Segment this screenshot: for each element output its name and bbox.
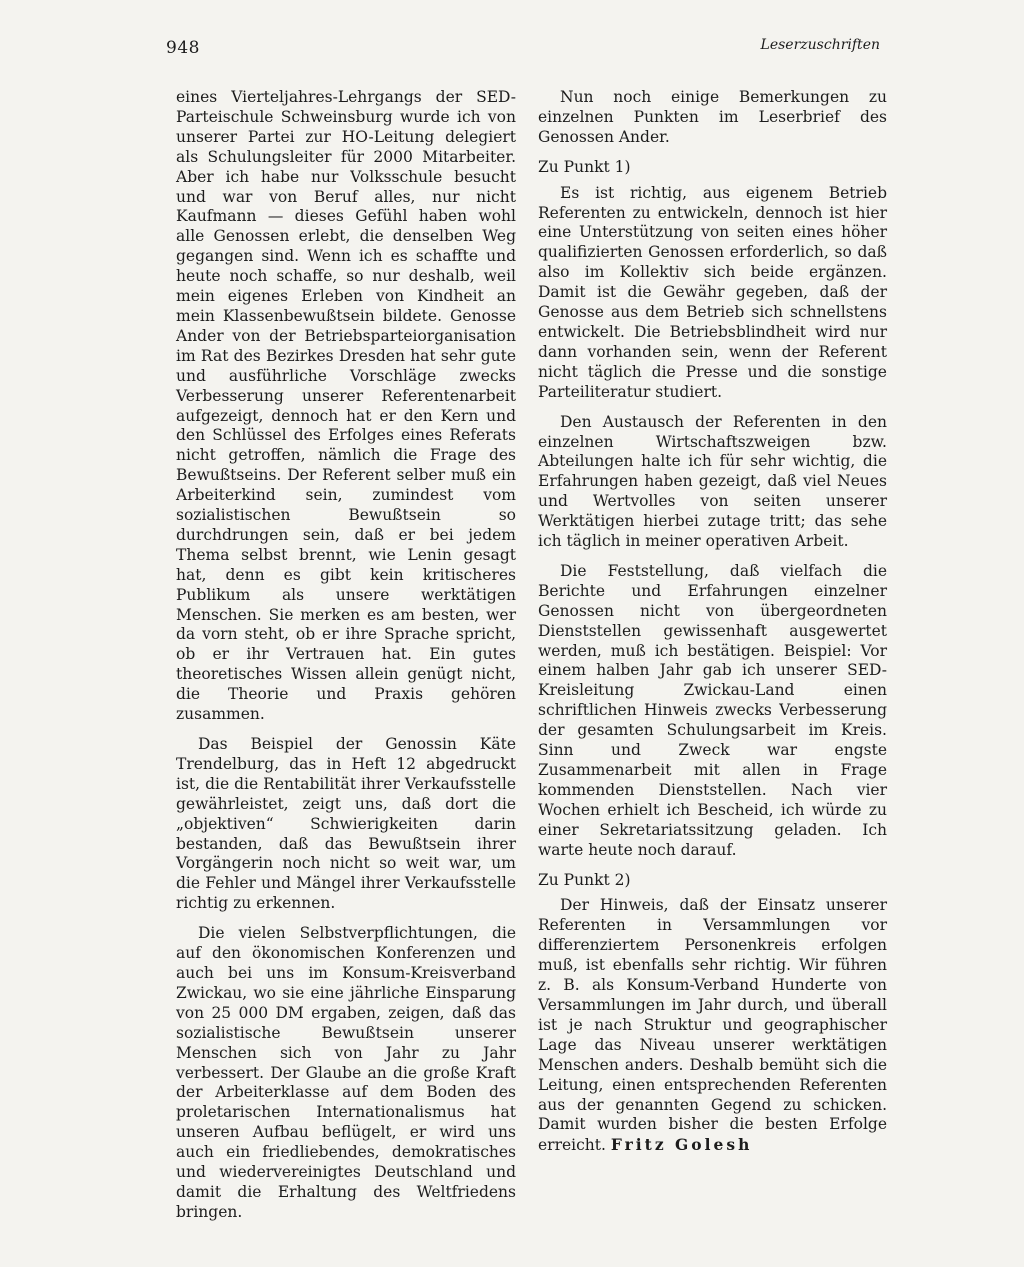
section-heading: Zu Punkt 1): [538, 157, 631, 176]
section-title: Leserzuschriften: [760, 37, 880, 53]
paragraph-intro: Nun noch einige Bemerkungen zu einzelnen Punkten im Leserbrief des Genossen Ander.: [538, 88, 887, 146]
author-signature: Fritz Golesh: [610, 1135, 753, 1155]
paragraph: Den Austausch der Referenten in den einzelnen Wirtschaftszweigen bzw. Abteilungen halte ich für sehr wichtig, die Erfahrungen haben gezeigt, daß viel Neues und Wertvolles von seiten unserer Werktätigen hierbei zutage tritt; das sehe ich täglich in meiner operativen Arbeit.: [538, 412, 887, 551]
section-heading: Zu Punkt 2): [538, 870, 631, 889]
paragraph-text: Der Hinweis, daß der Einsatz unserer Referenten in Versammlungen vor differenziertem Personenkreis erfolgen muß, ist ebenfalls sehr richtig. Wir führen z. B. als Konsum-Verband Hunderte von Versammlungen im Jahr durch, und überall ist je nach Struktur und geographischer Lage das Niveau unserer werktätigen Menschen anders. Deshalb bemüht sich die Leitung, einen entsprechenden Referenten aus der genannten Gegend zu schicken. Damit wurden bisher die besten Erfolge erreicht.: [538, 896, 887, 1155]
left-column: [176, 88, 516, 1233]
paragraph: Die vielen Selbstverpflichtungen, die auf den ökonomischen Konferenzen und auch bei uns im Konsum-Kreisverband Zwickau, wo sie eine jährliche Einsparung von 25 000 DM ergaben, zeigen, daß das sozialistische Bewußtsein unserer Menschen sich von Jahr zu Jahr verbessert. Der Glaube an die große Kraft der Arbeiterklasse auf dem Boden des proletarischen Internationalismus hat unseren Aufbau beflügelt, er wird uns auch ein friedliebendes, demokratisches und wiedervereinigtes Deutschland und damit die Erhaltung des Weltfriedens bringen.: [176, 924, 516, 1221]
right-column: [538, 88, 887, 1166]
paragraph-final: [538, 896, 887, 1156]
paragraph: Die Feststellung, daß vielfach die Berichte und Erfahrungen einzelner Genossen nicht von übergeordneten Dienststellen gewissenhaft ausgewertet werden, muß ich bestätigen. Beispiel: Vor einem halben Jahr gab ich unserer SED-Kreisleitung Zwickau-Land einen schriftlichen Hinweis zwecks Verbesserung der gesamten Schulungsarbeit im Kreis. Sinn und Zweck war engste Zusammenarbeit mit allen in Frage kommenden Dienststellen. Nach vier Wochen erhielt ich Bescheid, ich würde zu einer Sekretariatssitzung geladen. Ich warte heute noch darauf.: [538, 561, 887, 859]
paragraph: eines Vierteljahres-Lehrgangs der SED-Parteischule Schweinsburg wurde ich von unserer Partei zur HO-Leitung delegiert als Schulungsleiter für 2000 Mitarbeiter. Aber ich habe nur Volksschule besucht und war von Beruf alles, nur nicht Kaufmann — dieses Gefühl haben wohl alle Genossen erlebt, die denselben Weg gegangen sind. Wenn ich es schaffte und heute noch schaffe, so nur deshalb, weil mein eigenes Erleben von Kindheit an mein Klassenbewußtsein bildete. Genosse Ander von der Betriebsparteiorganisation im Rat des Bezirkes Dresden hat sehr gute und ausführliche Vorschläge zwecks Verbesserung unserer Referentenarbeit aufgezeigt, dennoch hat er den Kern und den Schlüssel des Erfolges eines Referats nicht getroffen, nämlich die Frage des Bewußtseins. Der Referent selber muß ein Arbeiterkind sein, zumindest vom sozialistischen Bewußtsein so durchdrungen sein, daß er bei jedem Thema selbst brennt, wie Lenin gesagt hat, denn es gibt kein kritischeres Publikum als unsere werktätigen Menschen. Sie merken es am besten, wer da vorn steht, ob er ihre Sprache spricht, ob er ihr Vertrauen hat. Ein gutes theoretisches Wissen allein genügt nicht, die Theorie und Praxis gehören zusammen.: [176, 88, 516, 724]
paragraph: Das Beispiel der Genossin Käte Trendelburg, das in Heft 12 abgedruckt ist, die die Rentabilität ihrer Verkaufsstelle gewährleistet, zeigt uns, daß dort die „objektiven“ Schwierigkeiten darin bestanden, daß das Bewußtsein ihrer Vorgängerin noch nicht so weit war, um die Fehler und Mängel ihrer Verkaufsstelle richtig zu erkennen.: [176, 735, 516, 913]
page-number: 948: [166, 38, 200, 58]
paragraph: Es ist richtig, aus eigenem Betrieb Referenten zu entwickeln, dennoch ist hier eine Unterstützung von seiten eines höher qualifizierten Genossen erforderlich, so daß also im Kollektiv sich beide ergänzen. Damit ist die Gewähr gegeben, daß der Genosse aus dem Betrieb sich schnellstens entwickelt. Die Betriebsblindheit wird nur dann vorhanden sein, wenn der Referent nicht täglich die Presse und die sonstige Parteiliteratur studiert.: [538, 183, 887, 401]
